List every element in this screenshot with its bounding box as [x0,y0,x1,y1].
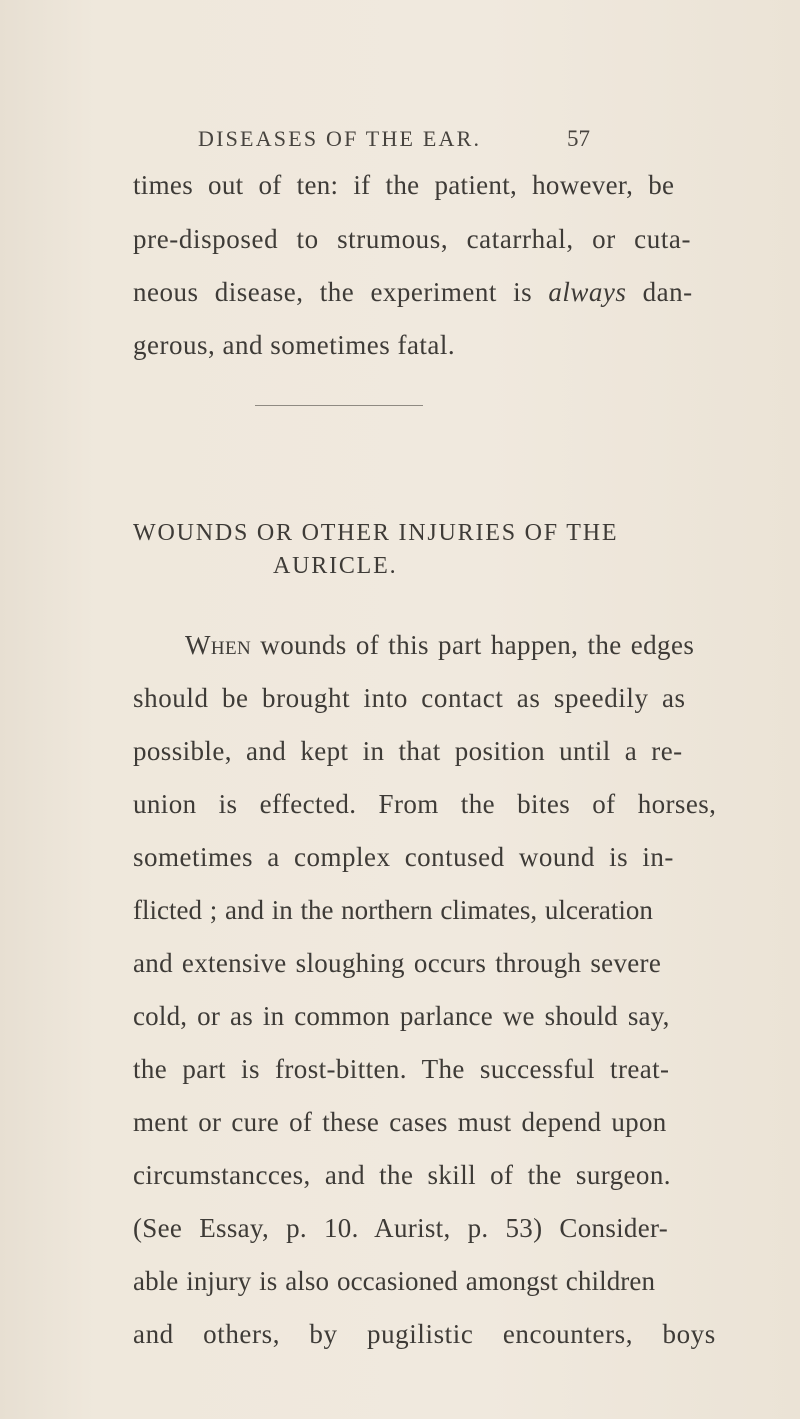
book-page: DISEASES OF THE EAR. 57 times out of ten: if the patient, however, be pre-disposed to strumous, catarrhal, or cuta- neous disease, the experiment is always dan- gerous, and sometimes fatal. WOUNDS OR OTHER INJURIES OF THE AURICLE. When wounds of this part happen, the edges should be brought into contact as speedily as possible, and kept in that position until a re- union is effected. From the bites of horses, sometimes a complex contused wound is in- flicted ; and in the northern climates, ulceration and extensive sloughing occurs through severe cold, or as in common parlance we should say, the part is frost-bitten. The successful treat- ment or cure of these cases must depend upon circumstancces, and the skill of the surgeon. (See Essay, p. 10. Aurist, p. 53) Consider- able injury is also occasioned amongst children and others, by pugilistic encounters, boys [0,0,800,1419]
running-head: DISEASES OF THE EAR. [198,126,482,151]
page-number: 57 [567,126,590,151]
section-divider [255,405,423,406]
